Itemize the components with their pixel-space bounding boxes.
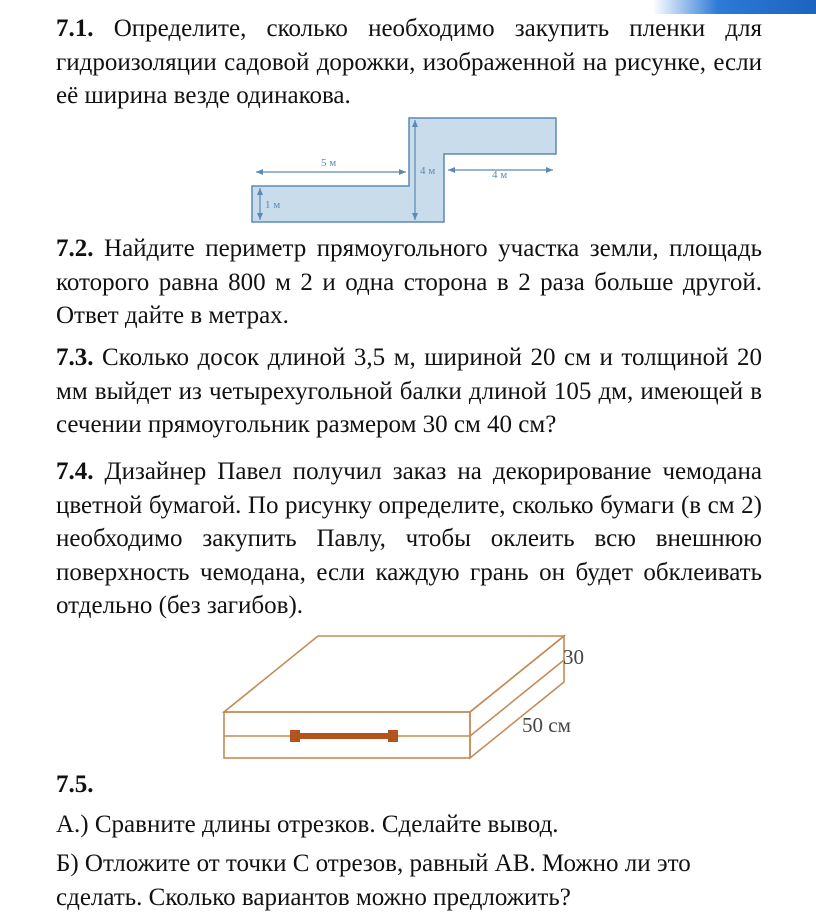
label-5m: 5 м [321,157,337,169]
problem-7-2 [56,232,762,333]
garden-path-figure [246,114,562,226]
label-4m-horizontal: 4 м [492,169,508,181]
suitcase-handle [296,733,392,739]
problem-number: 7.3. [56,344,94,371]
label-4m-vertical: 4 м [420,165,436,177]
problem-text: Определите, сколько необходимо закупить пленки для гидроизоляции садовой дорожки, изображенной на рисунке, если её ширина везде одинакова. [56,15,762,109]
handle-clip-right [388,730,398,742]
problem-7-5-part-b: Б) Отложите от точки С отрезов, равный АВ. Можно ли это сделать. Сколько вариантов можно предложить? [56,850,691,911]
label-1m: 1 м [265,199,281,211]
problem-text: Дизайнер Павел получил заказ на декорирование чемодана цветной бумагой. По рисунку определите, сколько бумаги (в см 2) необходимо закупить Павлу, чтобы оклеить всю внешнюю поверхность чемодана, если каждую грань он будет обклеивать отдельно (без загибов). [56,458,762,619]
label-30: 30 [563,645,584,669]
problem-text: Сколько досок длиной 3,5 м, шириной 20 см и толщиной 20 мм выйдет из четырехугольной балки длиной 105 дм, имеющей в сечении прямоугольник размером 30 см 40 см? [56,344,763,438]
problem-7-4 [56,455,762,623]
problem-7-3 [56,341,762,442]
problem-7-5-part-a: А.) Сравните длины отрезков. Сделайте вывод. [56,811,559,838]
label-50cm: 50 см [522,713,571,737]
problem-number: 7.4. [56,458,94,485]
problem-text: Найдите периметр прямоугольного участка земли, площадь которого равна 800 м 2 и одна сторона в 2 раза больше другой. Ответ дайте в метрах. [56,235,763,329]
problem-7-5-number [56,768,762,802]
suitcase-figure [216,628,596,768]
problem-number: 7.1. [56,15,94,42]
problem-number: 7.5. [56,771,94,798]
problem-number: 7.2. [56,235,94,262]
handle-clip-left [290,730,300,742]
problem-7-1 [56,12,762,113]
